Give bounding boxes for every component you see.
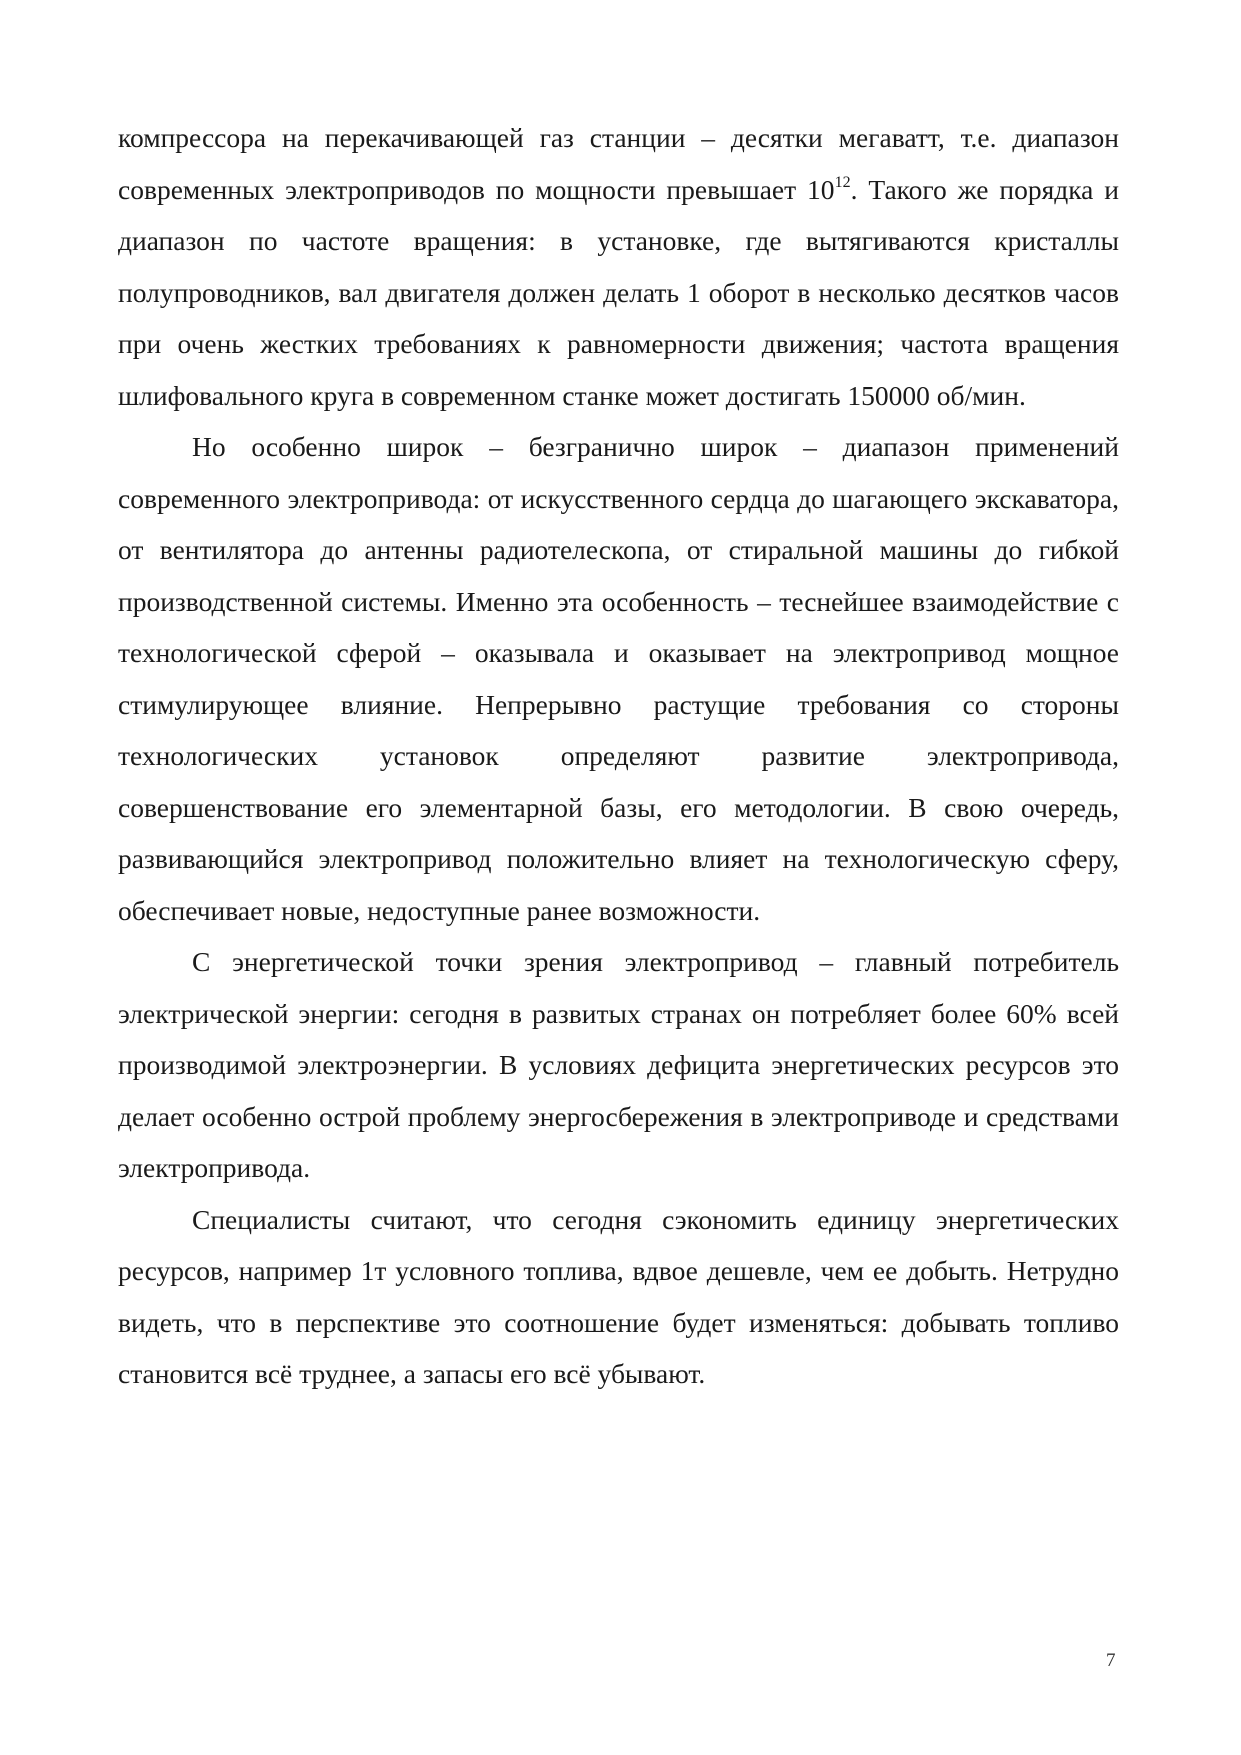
paragraph-1 [118,112,1119,421]
paragraph-3: С энергетической точки зрения электропривод – главный потребитель электрической энергии: сегодня в развитых странах он потребляет более 60% всей производимой электроэнергии. В условиях дефицита энергетических ресурсов это делает особенно острой проблему энергосбережения в электроприводе и средствами электропривода. [118,946,1119,1183]
page-number: 7 [1106,1650,1116,1671]
paragraph-1-text-start: компрессора на перекачивающей газ станции – десятки мегаватт, т.е. диапазон современных электроприводов по мощности превышает 10 [118,122,1119,205]
body-text [118,112,1119,1400]
paragraph-1-text-end: . Такого же порядка и диапазон по частоте вращения: в установке, где вытягиваются кристаллы полупроводников, вал двигателя должен делать 1 оборот в несколько десятков часов при очень жестких требованиях к равномерности движения; частота вращения шлифовального круга в современном станке может достигать 150000 об/мин. [118,173,1119,411]
power-range-exponent: 12 [834,173,851,191]
paragraph-4: Специалисты считают, что сегодня сэкономить единицу энергетических ресурсов, например 1т условного топлива, вдвое дешевле, чем ее добыть. Нетрудно видеть, что в перспективе это соотношение будет изменяться: добывать топливо становится всё труднее, а запасы его всё убывают. [118,1203,1119,1389]
paragraph-2: Но особенно широк – безгранично широк – диапазон применений современного электропривода: от искусственного сердца до шагающего экскаватора, от вентилятора до антенны радиотелескопа, от стиральной машины до гибкой производственной системы. Именно эта особенность – теснейшее взаимодействие с технологической сферой – оказывала и оказывает на электропривод мощное стимулирующее влияние. Непрерывно растущие требования со стороны технологических установок определяют развитие электропривода, совершенствование его элементарной базы, его методологии. В свою очередь, развивающийся электропривод положительно влияет на технологическую сферу, обеспечивает новые, недоступные ранее возможности. [118,431,1119,926]
